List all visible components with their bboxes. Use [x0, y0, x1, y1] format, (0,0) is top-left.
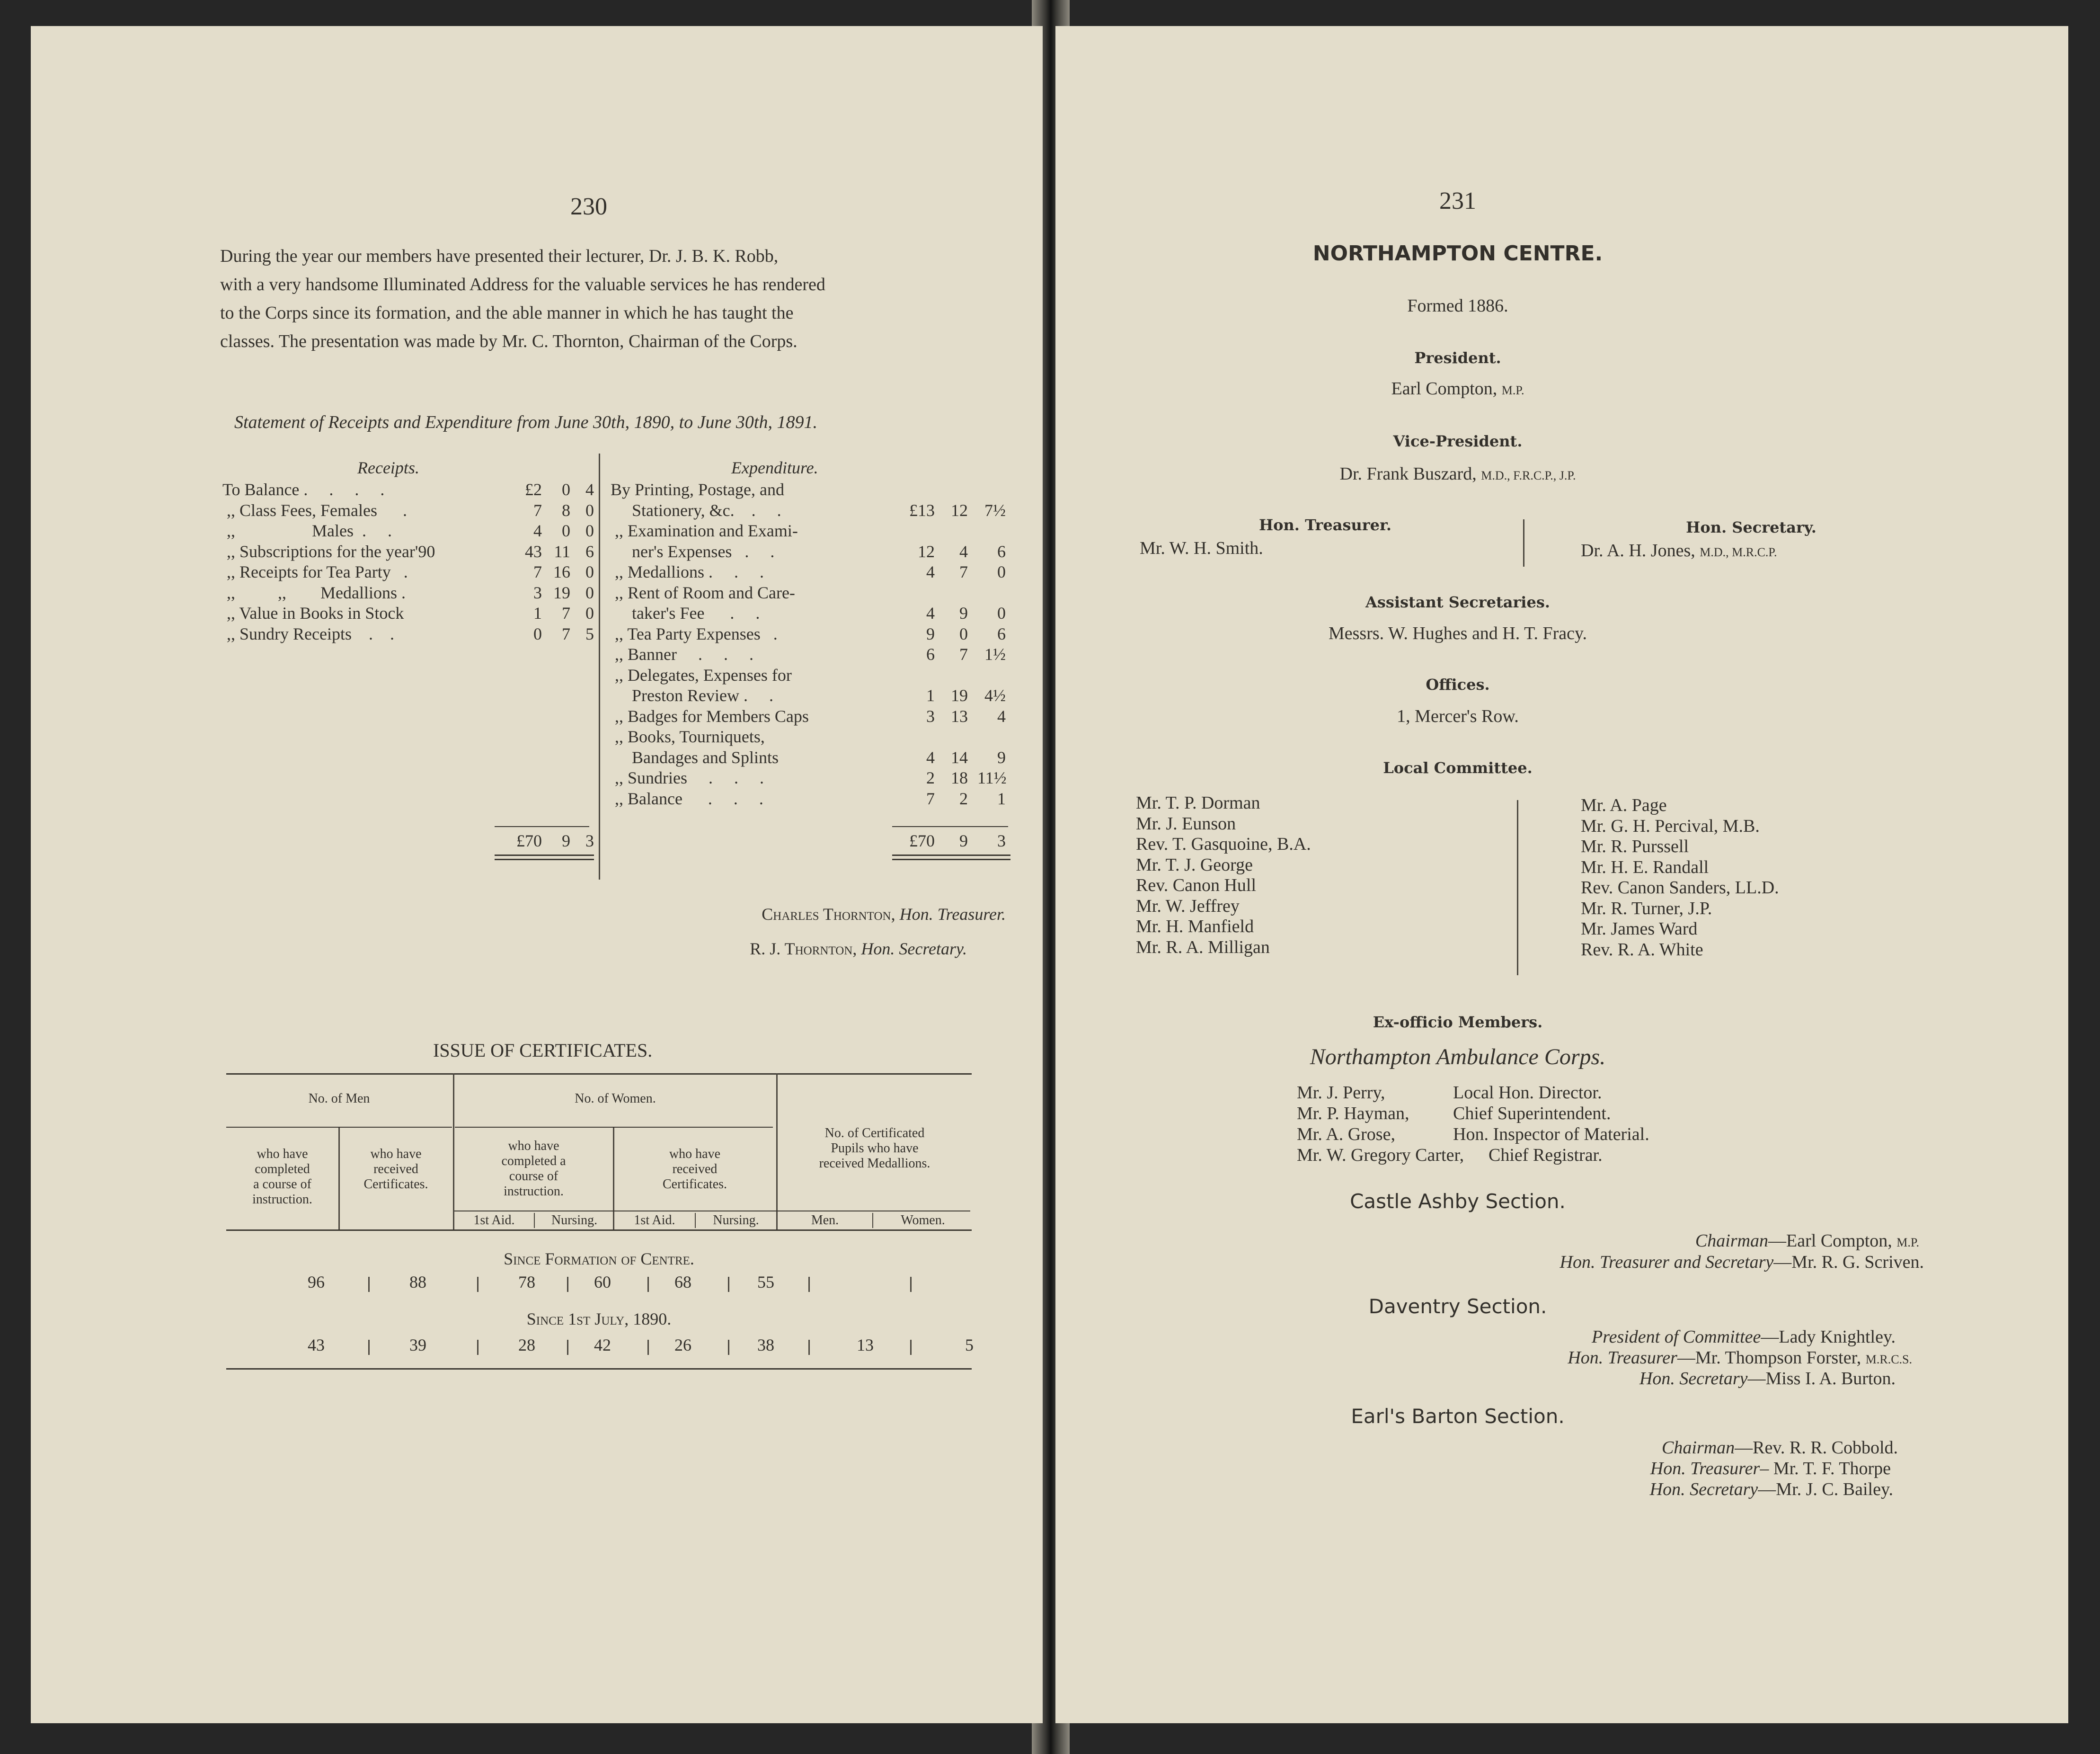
heading-line: Certificates. — [363, 1177, 428, 1192]
member-role: Chief Superintendent. — [1453, 1104, 1611, 1123]
heading-line: Certificates. — [662, 1177, 727, 1192]
committee-member: Mr. T. J. George — [1136, 855, 1253, 875]
committee-member: Mr. R. A. Milligan — [1136, 937, 1270, 957]
statement-title: Statement of Receipts and Expenditure from June 30th, 1890, to June 30th, 1891. — [234, 412, 817, 432]
committee-member: Rev. Canon Hull — [1136, 875, 1257, 895]
ledger-shillings: 18 — [951, 768, 968, 787]
rule — [226, 1368, 972, 1370]
rule — [226, 1127, 452, 1128]
rule — [226, 1229, 972, 1231]
heading-line: received Medallions. — [819, 1156, 930, 1171]
ledger-shillings: 8 — [562, 500, 570, 520]
value: —Earl Compton, — [1768, 1231, 1892, 1251]
ledger-pence: 0 — [585, 604, 594, 623]
cert-value: 39 — [409, 1336, 426, 1354]
heading-line: who have — [257, 1147, 308, 1161]
daventry-secretary — [1639, 1369, 1896, 1389]
suffix: M.D., M.R.C.P. — [1700, 545, 1777, 559]
offices-heading: Offices. — [1426, 676, 1490, 694]
earls-secretary — [1650, 1479, 1893, 1500]
signature-name: Charles Thornton, — [762, 905, 895, 924]
ledger-pounds: 43 — [525, 542, 542, 561]
cert-separator — [910, 1340, 912, 1355]
ledger-label: ,, ,, Medallions . — [222, 583, 406, 602]
ledger-row — [222, 521, 627, 542]
rule — [892, 826, 1008, 827]
cert-separator — [567, 1277, 568, 1292]
ledger-row — [222, 583, 627, 604]
assistant-names: Messrs. W. Hughes and H. T. Fracy. — [1328, 623, 1587, 643]
ledger-shillings: 0 — [562, 521, 570, 540]
committee-member: Mr. James Ward — [1581, 919, 1698, 939]
cert-row-formation — [226, 1272, 972, 1296]
ledger-label: ,, Tea Party Expenses . — [611, 624, 778, 643]
formed-text: Formed 1886. — [1407, 296, 1508, 316]
committee-divider — [1517, 800, 1518, 975]
label: Hon. Treasurer and Secretary — [1559, 1252, 1774, 1272]
committee-member: Mr. R. Purssell — [1581, 837, 1689, 856]
certificates-title: ISSUE OF CERTIFICATES. — [433, 1040, 653, 1061]
ledger-pence: 0 — [585, 521, 594, 540]
cert-row-july — [226, 1335, 972, 1359]
ledger-pounds: 2 — [926, 768, 935, 787]
ledger-row — [222, 500, 627, 521]
ledger-pounds: 9 — [926, 624, 935, 643]
signature-role: Hon. Treasurer. — [899, 905, 1006, 924]
cert-value: 5 — [965, 1336, 974, 1354]
sub-heading: Nursing. — [534, 1213, 614, 1228]
suffix: M.P. — [1896, 1236, 1919, 1249]
ledger-shillings: 7 — [562, 624, 570, 643]
secretary-heading: Hon. Secretary. — [1686, 518, 1816, 536]
heading-line: who have — [508, 1139, 559, 1153]
intro-line: with a very handsome Illuminated Address for the valuable services he has rendered — [220, 275, 825, 294]
heading-line: received — [373, 1162, 418, 1176]
page-number: 231 — [1439, 187, 1476, 214]
committee-member: Mr. R. Turner, J.P. — [1581, 898, 1712, 918]
member-name: Mr. A. Grose, — [1297, 1124, 1395, 1144]
assistant-heading: Assistant Secretaries. — [1365, 593, 1550, 611]
ledger-label: ,, Value in Books in Stock — [222, 604, 404, 623]
ledger-pounds: 4 — [926, 562, 935, 581]
label: Chairman — [1662, 1438, 1735, 1458]
ledger-shillings: 7 — [959, 645, 968, 664]
ledger-shillings: 4 — [959, 542, 968, 561]
castle-ashby-title: Castle Ashby Section. — [1350, 1190, 1566, 1213]
sub-heading: Men. — [811, 1213, 839, 1228]
label: Hon. Treasurer — [1650, 1459, 1760, 1478]
ledger-label: ,, Class Fees, Females . — [222, 500, 407, 520]
value: —Mr. R. G. Scriven. — [1773, 1252, 1924, 1272]
ledger-pounds: 7 — [533, 562, 542, 581]
suffix: M.R.C.S. — [1865, 1353, 1912, 1366]
ledger-shillings: 14 — [951, 748, 968, 767]
ledger-row — [611, 748, 1013, 768]
committee-member: Rev. R. A. White — [1581, 939, 1703, 960]
daventry-title: Daventry Section. — [1368, 1295, 1547, 1318]
suffix: M.D., F.R.C.P., J.P. — [1481, 469, 1576, 482]
cert-separator — [477, 1340, 478, 1355]
ledger-label: By Printing, Postage, and — [611, 480, 784, 499]
member-name: Mr. P. Hayman, — [1297, 1104, 1409, 1123]
daventry-president — [1592, 1327, 1896, 1348]
suffix: M.P. — [1501, 383, 1524, 397]
heading-line: course of — [509, 1169, 558, 1184]
president-heading: President. — [1414, 349, 1501, 367]
cert-separator — [728, 1340, 729, 1355]
ledger-pence: 4½ — [984, 686, 1006, 705]
ledger-label: ,, Badges for Members Caps — [611, 706, 809, 726]
ledger-label: Stationery, &c. . . — [611, 500, 781, 520]
ledger-row — [611, 665, 1013, 686]
ledger-label: ,, Sundries . . . — [611, 768, 764, 787]
value: —Mr. Thompson Forster, — [1677, 1348, 1861, 1368]
ledger-pence: 0 — [585, 562, 594, 581]
ledger-label: ,, Examination and Exami- — [611, 521, 798, 540]
women-received-heading — [614, 1147, 775, 1192]
ledger-label: ,, Sundry Receipts . . — [222, 624, 394, 643]
ledger-row — [611, 706, 1013, 727]
committee-left-list — [1136, 793, 1311, 958]
ledger-pence: 0 — [585, 583, 594, 602]
men-received-heading — [340, 1147, 452, 1192]
expenditure-total-pence: 3 — [997, 831, 1006, 850]
cert-separator — [647, 1340, 649, 1355]
ledger-label: Preston Review . . — [611, 686, 773, 705]
ledger-pounds: 4 — [926, 604, 935, 623]
label: Hon. Secretary — [1639, 1369, 1748, 1389]
committee-member: Mr. W. Jeffrey — [1136, 896, 1240, 916]
cert-value: 88 — [409, 1273, 426, 1291]
ledger-shillings: 7 — [562, 604, 570, 623]
name: Dr. A. H. Jones, — [1581, 541, 1695, 561]
ledger-pence: 1 — [997, 789, 1006, 808]
ledger-pounds: 7 — [926, 789, 935, 808]
expenditure-total-shillings: 9 — [959, 831, 968, 850]
cert-value: 42 — [594, 1336, 611, 1354]
ledger-pounds: 0 — [533, 624, 542, 643]
heading-line: instruction. — [504, 1184, 564, 1199]
men-completed-heading — [226, 1147, 338, 1207]
men-heading: No. of Men — [308, 1091, 370, 1106]
committee-member: Mr. H. E. Randall — [1581, 857, 1709, 877]
treasurer-heading: Hon. Treasurer. — [1258, 516, 1392, 534]
daventry-treasurer — [1568, 1348, 1912, 1370]
ledger-shillings: 16 — [553, 562, 570, 581]
cert-value: 38 — [757, 1336, 774, 1354]
heading-line: received — [672, 1162, 718, 1176]
signature-secretary — [750, 939, 967, 960]
double-rule — [892, 855, 1010, 860]
ledger-shillings: 12 — [951, 500, 968, 520]
ledger-pence: 1½ — [984, 645, 1006, 664]
sub-heading: Women. — [872, 1213, 973, 1228]
ledger-label: ,, Subscriptions for the year'90 — [222, 542, 435, 561]
ledger-shillings: 2 — [959, 789, 968, 808]
ledger-row — [611, 768, 1013, 789]
heading-line: completed a — [501, 1154, 566, 1168]
ledger-row — [222, 624, 627, 645]
ledger-label: ,, Books, Tourniquets, — [611, 727, 765, 746]
intro-line: to the Corps since its formation, and the able manner in which he has taught the — [220, 303, 794, 323]
women-heading: No. of Women. — [575, 1091, 656, 1106]
cert-value: 78 — [518, 1273, 535, 1291]
cert-value: 43 — [308, 1336, 325, 1354]
ledger-pence: 6 — [585, 542, 594, 561]
value: —Miss I. A. Burton. — [1747, 1369, 1896, 1389]
cert-separator — [368, 1277, 370, 1292]
ledger-pounds: 3 — [533, 583, 542, 602]
ledger-label: ,, Receipts for Tea Party . — [222, 562, 408, 581]
ledger-row — [611, 500, 1013, 521]
receipts-total-pounds: £70 — [516, 831, 542, 850]
secretary-name — [1581, 541, 1777, 563]
ledger-label: ,, Delegates, Expenses for — [611, 665, 792, 685]
exofficio-heading: Ex-officio Members. — [1373, 1013, 1543, 1031]
label: Hon. Secretary — [1649, 1479, 1758, 1499]
heading-line: completed — [255, 1162, 310, 1176]
ledger-pence: 6 — [997, 542, 1006, 561]
cert-value: 68 — [674, 1273, 691, 1291]
member-name: Mr. W. Gregory Carter, — [1297, 1145, 1464, 1165]
sub-heading: Nursing. — [695, 1213, 776, 1228]
receipts-list — [222, 480, 627, 644]
ledger-pounds: 3 — [926, 706, 935, 726]
ledger-pounds: 6 — [926, 645, 935, 664]
ledger-row — [222, 562, 627, 583]
member-role: Hon. Inspector of Material. — [1453, 1124, 1649, 1144]
signature-role: Hon. Secretary. — [861, 939, 967, 958]
treasurer-name: Mr. W. H. Smith. — [1140, 538, 1263, 558]
rule — [495, 826, 589, 827]
ledger-label: ,, Banner . . . — [611, 645, 753, 664]
cert-separator — [808, 1340, 810, 1355]
value: —Lady Knightley. — [1761, 1327, 1896, 1347]
vice-president-name — [1055, 464, 1860, 486]
ledger-pence: 9 — [997, 748, 1006, 767]
cert-value: 96 — [308, 1273, 325, 1291]
ledger-label: To Balance . . . . — [222, 480, 385, 499]
intro-line: During the year our members have presented their lecturer, Dr. J. B. K. Robb, — [220, 246, 779, 266]
ledger-label: ,, Balance . . . — [611, 789, 763, 808]
ledger-row — [222, 542, 627, 562]
ledger-row — [611, 686, 1013, 706]
expenditure-heading: Expenditure. — [731, 458, 818, 477]
rule — [226, 1073, 972, 1075]
ledger-row — [611, 644, 1013, 665]
ledger-row — [611, 727, 1013, 748]
since-formation-heading: Since Formation of Centre. — [504, 1249, 694, 1268]
cert-separator — [808, 1277, 810, 1292]
cert-separator — [647, 1277, 649, 1292]
ledger-row — [611, 789, 1013, 810]
cert-value: 60 — [594, 1273, 611, 1291]
committee-right-list — [1581, 795, 1779, 960]
committee-member: Mr. T. P. Dorman — [1136, 793, 1260, 813]
ledger-pence: 0 — [997, 562, 1006, 581]
ledger-pounds: £2 — [525, 480, 542, 499]
exofficio-list — [1297, 1083, 1723, 1166]
ledger-pounds: 4 — [533, 521, 542, 540]
ledger-shillings: 7 — [959, 562, 968, 581]
ledger-label: Bandages and Splints — [611, 748, 779, 767]
ledger-label: ,, Males . . — [222, 521, 392, 540]
double-rule — [495, 855, 594, 860]
cert-value: 28 — [518, 1336, 535, 1354]
ledger-pounds: 7 — [533, 500, 542, 520]
heading-line: a course of — [253, 1177, 311, 1192]
committee-member: Mr. A. Page — [1581, 795, 1667, 815]
cert-value: 26 — [674, 1336, 691, 1354]
offices-address: 1, Mercer's Row. — [1397, 706, 1519, 726]
exofficio-row — [1297, 1104, 1723, 1124]
ledger-shillings: 0 — [959, 624, 968, 643]
intro-line: classes. The presentation was made by Mr. C. Thornton, Chairman of the Corps. — [220, 331, 797, 351]
ledger-pence: 5 — [585, 624, 594, 643]
ledger-row — [611, 583, 1013, 604]
ledger-shillings: 9 — [959, 604, 968, 623]
committee-member: Mr. H. Manfield — [1136, 917, 1254, 936]
cert-separator — [728, 1277, 729, 1292]
castle-chairman — [1695, 1231, 1919, 1253]
sub-heading: 1st Aid. — [473, 1213, 515, 1228]
exofficio-row — [1297, 1083, 1723, 1104]
ledger-label: ner's Expenses . . — [611, 542, 775, 561]
centre-title: NORTHAMPTON CENTRE. — [1312, 241, 1603, 266]
committee-member: Rev. Canon Sanders, LL.D. — [1581, 878, 1779, 898]
member-name: Mr. J. Perry, — [1297, 1083, 1385, 1103]
ledger-label: taker's Fee . . — [611, 604, 760, 623]
heading-line: who have — [669, 1147, 721, 1161]
ledger-pence: 6 — [997, 624, 1006, 643]
ledger-row — [611, 480, 1013, 500]
committee-member: Mr. G. H. Percival, M.B. — [1581, 816, 1760, 836]
ledger-pounds: £13 — [909, 500, 935, 520]
committee-heading: Local Committee. — [1383, 759, 1533, 777]
ledger-label: ,, Rent of Room and Care- — [611, 583, 795, 602]
expenditure-total-pounds: £70 — [909, 831, 935, 850]
page-number: 230 — [570, 193, 607, 220]
women-completed-heading — [454, 1139, 613, 1199]
ledger-pence: 4 — [585, 480, 594, 499]
exofficio-row — [1297, 1145, 1723, 1166]
cert-separator — [477, 1277, 478, 1292]
ledger-pence: 11½ — [977, 768, 1007, 787]
receipts-heading: Receipts. — [357, 458, 419, 477]
column-divider — [599, 454, 600, 880]
ledger-row — [611, 603, 1013, 624]
left-page — [31, 26, 1043, 1723]
committee-member: Rev. T. Gasquoine, B.A. — [1136, 834, 1311, 854]
rule — [455, 1127, 773, 1128]
ledger-shillings: 19 — [951, 686, 968, 705]
cert-separator — [567, 1340, 568, 1355]
label: President of Committee — [1591, 1327, 1761, 1347]
castle-treasurer — [1560, 1252, 1924, 1273]
receipts-total-pence: 3 — [585, 831, 594, 850]
value: —Rev. R. R. Cobbold. — [1735, 1438, 1898, 1458]
ledger-row — [222, 480, 627, 500]
value: —Mr. J. C. Bailey. — [1758, 1479, 1893, 1499]
cert-separator — [910, 1277, 912, 1292]
receipts-total-shillings: 9 — [562, 831, 570, 850]
member-role: Chief Registrar. — [1489, 1145, 1603, 1165]
earls-barton-title: Earl's Barton Section. — [1351, 1405, 1565, 1428]
ledger-shillings: 11 — [554, 542, 570, 561]
pupils-heading — [778, 1126, 972, 1171]
since-july-heading: Since 1st July, 1890. — [526, 1309, 672, 1328]
cert-value: 13 — [857, 1336, 874, 1354]
ledger-pence: 0 — [997, 604, 1006, 623]
name: Earl Compton, — [1391, 379, 1497, 399]
ledger-row — [611, 521, 1013, 542]
ledger-pounds: 12 — [918, 542, 935, 561]
ledger-pence: 0 — [585, 500, 594, 520]
officer-divider — [1523, 519, 1524, 567]
exofficio-row — [1297, 1124, 1723, 1145]
right-page — [1055, 26, 2068, 1723]
heading-line: instruction. — [252, 1192, 312, 1207]
corps-name: Northampton Ambulance Corps. — [1310, 1044, 1606, 1069]
cert-value: 55 — [757, 1273, 774, 1291]
value: – Mr. T. F. Thorpe — [1760, 1459, 1891, 1478]
ledger-label: ,, Medallions . . . — [611, 562, 764, 581]
ledger-pounds: 1 — [926, 686, 935, 705]
heading-line: who have — [370, 1147, 422, 1161]
committee-member: Mr. J. Eunson — [1136, 813, 1236, 834]
signature-treasurer — [762, 904, 1006, 925]
ledger-row — [222, 603, 627, 624]
vice-president-heading: Vice-President. — [1393, 432, 1523, 450]
label: Chairman — [1695, 1231, 1769, 1251]
ledger-pounds: 4 — [926, 748, 935, 767]
earls-chairman — [1662, 1438, 1898, 1459]
ledger-shillings: 13 — [951, 706, 968, 726]
name: Dr. Frank Buszard, — [1339, 464, 1477, 484]
cert-separator — [368, 1340, 370, 1355]
ledger-pounds: 1 — [533, 604, 542, 623]
label: Hon. Treasurer — [1568, 1348, 1677, 1368]
ledger-row — [611, 542, 1013, 562]
sub-heading: 1st Aid. — [634, 1213, 675, 1228]
ledger-pence: 4 — [997, 706, 1006, 726]
earls-treasurer — [1650, 1459, 1891, 1479]
heading-line: No. of Certificated — [824, 1126, 925, 1140]
ledger-row — [611, 562, 1013, 583]
ledger-shillings: 19 — [553, 583, 570, 602]
ledger-shillings: 0 — [562, 480, 570, 499]
ledger-row — [611, 624, 1013, 645]
heading-line: Pupils who have — [831, 1141, 919, 1156]
member-role: Local Hon. Director. — [1453, 1083, 1602, 1103]
ledger-pence: 7½ — [984, 500, 1006, 520]
signature-name: R. J. Thornton, — [750, 939, 857, 958]
expenditure-list — [611, 480, 1013, 809]
president-name — [1055, 379, 1860, 401]
